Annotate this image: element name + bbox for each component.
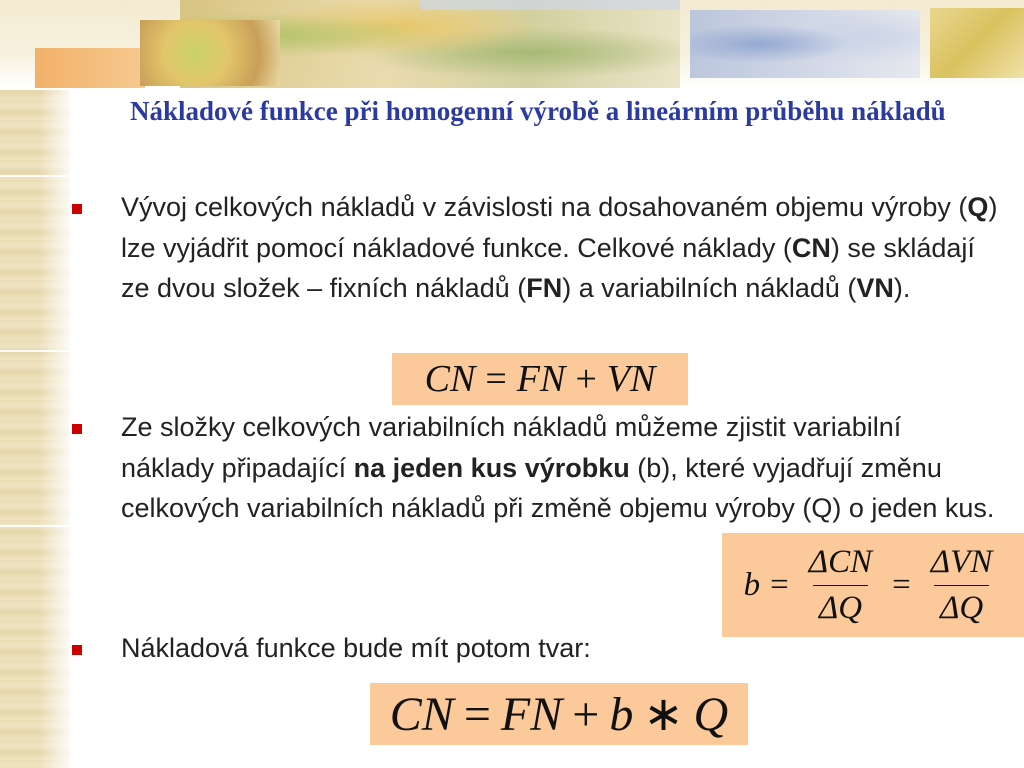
- formula-term: FN: [516, 358, 566, 400]
- top-decorative-banner: [0, 0, 1024, 90]
- formula-operator: =: [485, 358, 507, 400]
- bullet-bold: na jeden kus výrobku: [353, 452, 630, 483]
- formula-unit-variable-cost: [722, 533, 1024, 637]
- bullet-text: Ze složky celkových variabilních nákladů můžeme zjistit variabilní náklady připadající: [121, 412, 902, 483]
- banner-gold-image: [930, 8, 1024, 78]
- bullet-item-2: [121, 407, 1001, 529]
- banner-orange-tile: [35, 48, 145, 88]
- formula-term: b: [743, 566, 761, 603]
- formula-operator: =: [770, 566, 789, 603]
- formula-fraction: [803, 544, 878, 627]
- strip-seam: [0, 350, 70, 352]
- bullet-bold: FN: [526, 273, 563, 303]
- formula-operator: =: [892, 566, 911, 603]
- bullet-text: Vývoj celkových nákladů v závislosti na dosahovaném objemu výroby (: [121, 192, 968, 222]
- bullet-square-icon: [72, 424, 82, 434]
- formula-term: FN: [500, 687, 563, 741]
- fraction-numerator: ΔCN: [808, 543, 873, 580]
- bullet-bold: Q: [967, 192, 989, 222]
- formula-operator: ∗: [643, 688, 684, 741]
- slide-title: Nákladové funkce při homogenní výrobě a lineárním průběhu nákladů: [130, 96, 946, 126]
- fraction-numerator: ΔVN: [930, 543, 993, 580]
- strip-seam: [0, 525, 70, 527]
- formula-cost-function: [370, 683, 748, 745]
- formula-operator: =: [463, 687, 491, 741]
- formula-term: CN: [389, 687, 454, 741]
- bullet-bold: VN: [856, 273, 894, 303]
- bullet-square-icon: [72, 204, 82, 214]
- bullet-text: ) se skládají ze dvou složek – fixních nákladů (: [121, 232, 975, 303]
- bullet-text: ) a variabilních nákladů (: [562, 273, 857, 303]
- bullet-square-icon: [72, 645, 82, 655]
- formula-operator: +: [572, 687, 600, 741]
- formula-total-costs: [392, 353, 688, 405]
- left-decorative-strip: [0, 0, 70, 768]
- banner-blue-strip: [420, 0, 680, 10]
- fraction-denominator: ΔQ: [813, 585, 868, 627]
- formula-operator: +: [575, 358, 597, 400]
- bullet-text: Nákladová funkce bude mít potom tvar:: [121, 633, 591, 663]
- formula-term: b: [609, 687, 634, 741]
- formula-fraction: [925, 544, 999, 627]
- banner-blue-image: [690, 10, 920, 78]
- fraction-denominator: ΔQ: [934, 585, 989, 627]
- bullet-bold: CN: [791, 232, 831, 263]
- bullet-text: ) lze vyjádřit pomocí nákladové funkce. Celkové náklady (: [121, 192, 998, 263]
- bullet-text: ).: [893, 273, 911, 303]
- formula-term: CN: [424, 358, 476, 400]
- formula-term: VN: [606, 358, 656, 400]
- bullet-text: (b), které vyjadřují změnu celkových variabilních nákladů při změně objemu výroby (Q) o jeden kus.: [121, 452, 995, 523]
- formula-term: Q: [693, 687, 729, 741]
- bullet-item-1: [121, 187, 1001, 309]
- banner-leaf-image: [140, 20, 280, 86]
- strip-seam: [0, 175, 70, 177]
